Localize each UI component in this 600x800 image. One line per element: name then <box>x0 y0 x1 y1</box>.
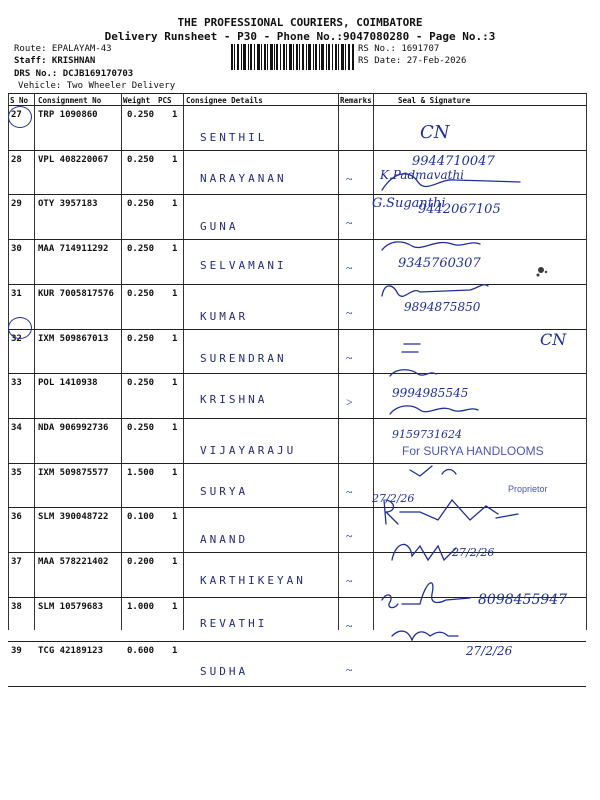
signature-text: 8098455947 <box>478 592 568 608</box>
signature-text: 9442067105 <box>418 202 501 217</box>
consignee-name: SELVAMANI <box>200 259 287 273</box>
consignee-name: KUMAR <box>200 309 249 323</box>
signature-text: 9894875850 <box>404 300 481 314</box>
col-header-sno: S No <box>10 96 29 105</box>
consignment-number: OTY 3957183 <box>38 199 98 210</box>
col-header-consignment: Consignment No <box>38 96 102 105</box>
serial-number: 34 <box>11 422 22 433</box>
remark-mark: ~ <box>346 529 353 544</box>
consignee-name: SUDHA <box>200 665 249 678</box>
remark-mark: ~ <box>346 663 353 678</box>
weight-value: 0.250 <box>127 333 155 344</box>
remark-mark: ~ <box>346 574 353 588</box>
consignment-number: TCG 42189123 <box>38 646 104 657</box>
consignment-number: VPL 408220067 <box>38 154 109 165</box>
rs-date: RS Date: 27-Feb-2026 <box>358 56 467 66</box>
consignment-number: MAA 578221402 <box>38 557 109 567</box>
col-header-pcs: PCS <box>158 96 172 105</box>
route-text: Route: EPALAYAM-43 <box>14 44 112 54</box>
signature-stroke <box>382 583 470 608</box>
serial-number: 30 <box>11 244 22 255</box>
ink-smudge <box>537 267 548 277</box>
pieces-count: 1 <box>172 110 178 120</box>
signature-text: 9944710047 <box>412 154 495 169</box>
consignee-name: SURENDRAN <box>200 352 287 366</box>
pieces-count: 1 <box>172 244 178 255</box>
consignment-number: POL 1410938 <box>38 378 98 389</box>
stamp-proprietor: Proprietor <box>508 484 548 494</box>
signature-stroke <box>392 544 456 560</box>
remark-mark: ~ <box>346 484 353 499</box>
weight-value: 0.600 <box>127 646 155 657</box>
consignment-number: NDA 906992736 <box>38 422 109 433</box>
rs-number: RS No.: 1691707 <box>358 44 440 54</box>
signature-stroke <box>410 466 456 476</box>
consignee-name: SURYA <box>200 485 249 498</box>
remark-mark: ~ <box>346 216 353 231</box>
consignment-number: IXM 509875577 <box>38 467 109 478</box>
serial-number: 33 <box>11 378 22 389</box>
pieces-count: 1 <box>172 512 178 523</box>
col-header-consignee: Consignee Details <box>186 96 263 105</box>
signature-text: 9159731624 <box>392 428 462 441</box>
signature-text: K.Padmavathi <box>380 168 465 182</box>
weight-value: 0.250 <box>127 154 155 165</box>
weight-value: 0.250 <box>127 378 155 389</box>
pieces-count: 1 <box>172 154 178 165</box>
weight-value: 0.100 <box>127 512 155 523</box>
weight-value: 0.250 <box>127 199 155 210</box>
col-header-remarks: Remarks <box>340 96 372 105</box>
consignment-number: KUR 7005817576 <box>38 288 114 299</box>
company-title: THE PROFESSIONAL COURIERS, COIMBATORE <box>177 16 423 29</box>
remark-mark: ~ <box>346 618 353 633</box>
consignment-number: IXM 509867013 <box>38 333 109 344</box>
consignee-name: REVATHI <box>200 616 268 630</box>
serial-number: 31 <box>11 288 22 299</box>
drs-number: DRS No.: DCJB169170703 <box>14 69 134 79</box>
serial-number: 39 <box>11 646 22 657</box>
remark-mark: > <box>346 395 353 410</box>
signature-stroke <box>384 500 518 524</box>
serial-number: 29 <box>11 199 22 210</box>
consignee-name: GUNA <box>200 220 239 234</box>
weight-value: 1.500 <box>127 467 155 478</box>
consignment-number: SLM 10579683 <box>38 601 104 612</box>
signature-text: CN <box>420 122 450 143</box>
signature-stroke <box>382 174 520 190</box>
weight-value: 0.250 <box>127 422 155 433</box>
signature-text: 27/2/26 <box>372 492 415 505</box>
signature-stroke <box>402 344 420 352</box>
consignee-name: KRISHNA <box>200 393 268 407</box>
signature-text: 27/2/26 <box>466 644 513 658</box>
serial-number: 35 <box>11 467 22 478</box>
signature-stroke <box>390 370 436 376</box>
col-header-weight: Weight <box>123 96 151 105</box>
consignee-name: KARTHIKEYAN <box>200 574 306 588</box>
col-header-seal: Seal & Signature <box>398 96 471 105</box>
pieces-count: 1 <box>172 378 178 389</box>
consignment-number: SLM 390048722 <box>38 512 109 523</box>
serial-number: 28 <box>11 154 22 165</box>
signature-stroke <box>382 242 480 250</box>
signature-text: 9994985545 <box>392 386 469 400</box>
serial-number: 27 <box>11 110 22 120</box>
pieces-count: 1 <box>172 288 178 299</box>
signature-stroke <box>382 285 488 297</box>
consignment-number: MAA 714911292 <box>38 244 109 255</box>
signature-text: 27/2/26 <box>452 546 495 559</box>
consignee-name: VIJAYARAJU <box>200 443 297 457</box>
runsheet-subtitle: Delivery Runsheet - P30 - Phone No.:9047080280 - Page No.:3 <box>104 30 496 43</box>
pieces-count: 1 <box>172 557 178 567</box>
remark-mark: ~ <box>346 171 353 186</box>
signature-stroke <box>392 631 458 640</box>
pieces-count: 1 <box>172 333 178 344</box>
pieces-count: 1 <box>172 467 178 478</box>
pieces-count: 1 <box>172 422 178 433</box>
remark-mark: ~ <box>346 261 353 276</box>
signature-text: 9345760307 <box>398 256 481 271</box>
consignment-number: TRP 1090860 <box>38 110 98 120</box>
weight-value: 0.250 <box>127 244 155 255</box>
serial-number: 36 <box>11 512 22 523</box>
consignee-name: SENTHIL <box>200 131 268 144</box>
weight-value: 1.000 <box>127 601 155 612</box>
remark-mark: ~ <box>346 305 353 320</box>
vehicle-text: Vehicle: Two Wheeler Delivery <box>18 81 176 91</box>
consignee-name: ANAND <box>200 533 249 547</box>
weight-value: 0.250 <box>127 110 155 120</box>
signature-stroke <box>390 406 478 414</box>
serial-number: 32 <box>11 333 22 344</box>
staff-text: Staff: KRISHNAN <box>14 56 96 66</box>
remark-mark: ~ <box>346 350 353 365</box>
serial-number: 37 <box>11 557 22 567</box>
signature-text: G.Suganthi <box>372 196 446 211</box>
pieces-count: 1 <box>172 199 178 210</box>
weight-value: 0.200 <box>127 557 155 567</box>
stamp-company-name: For SURYA HANDLOOMS <box>402 444 544 458</box>
signature-text: CN <box>540 330 567 349</box>
weight-value: 0.250 <box>127 288 155 299</box>
consignee-name: NARAYANAN <box>200 172 287 186</box>
pieces-count: 1 <box>172 646 178 657</box>
pieces-count: 1 <box>172 601 178 612</box>
serial-number: 38 <box>11 601 22 612</box>
